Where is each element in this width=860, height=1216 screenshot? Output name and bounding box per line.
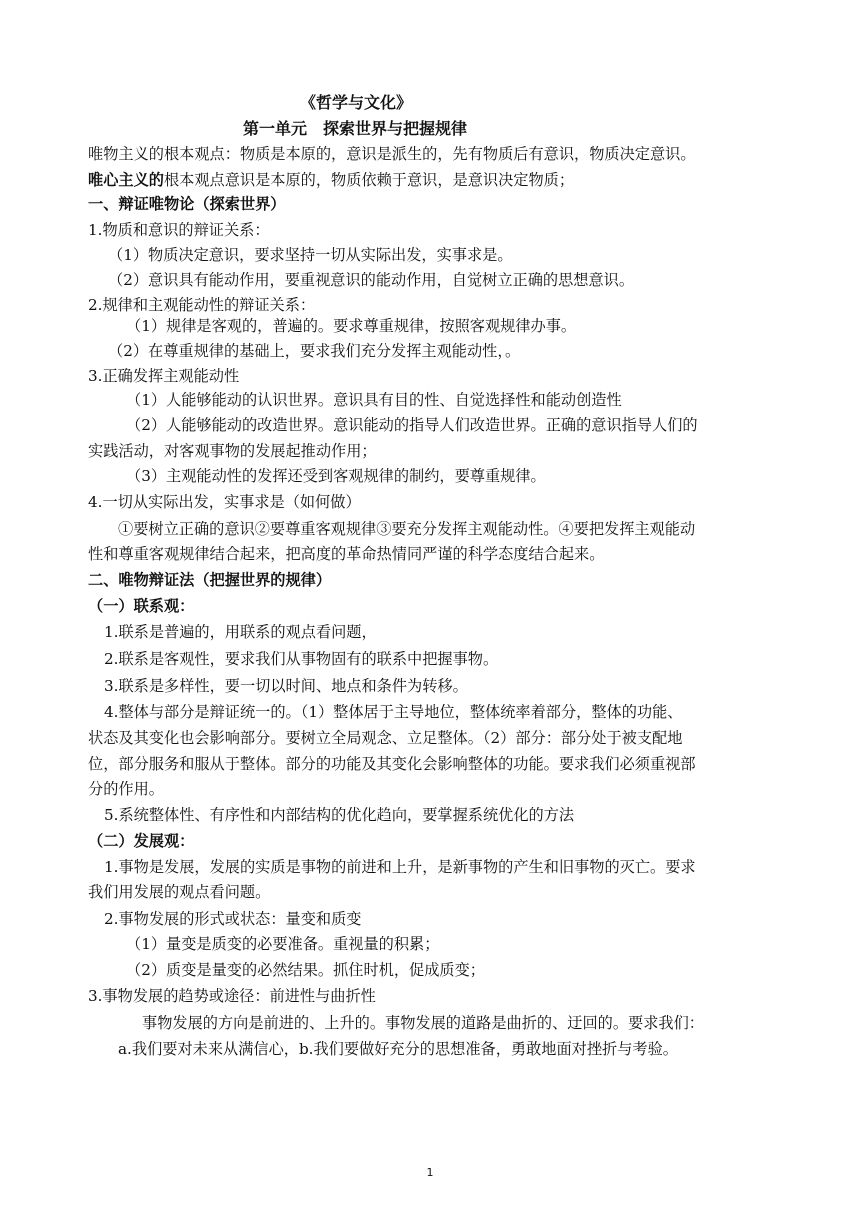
sub-point: （1）人能够能动的认识世界。意识具有目的性、自觉选择性和能动创造性 xyxy=(126,391,622,409)
point: 1.联系是普遍的，用联系的观点看问题， xyxy=(104,623,377,641)
paragraph: ①要树立正确的意识②要尊重客观规律③要充分发挥主观能动性。④要把发挥主观能动 xyxy=(118,520,696,538)
point-heading: 1.物质和意识的辩证关系： xyxy=(88,221,270,239)
subsection-heading: （二）发展观： xyxy=(88,832,195,850)
unit-title: 第一单元 探索世界与把握规律 xyxy=(243,119,468,138)
point-heading: 3.事物发展的趋势或途径：前进性与曲折性 xyxy=(88,987,376,1005)
sub-point: （2）质变是量变的必然结果。抓住时机，促成质变； xyxy=(126,961,485,979)
point: 2.联系是客观性，要求我们从事物固有的联系中把握事物。 xyxy=(104,650,499,668)
document-title: 《哲学与文化》 xyxy=(300,93,413,112)
subsection-heading: （一）联系观： xyxy=(88,597,195,615)
idealism-definition xyxy=(88,169,574,191)
point: 1.事物是发展，发展的实质是事物的前进和上升，是新事物的产生和旧事物的灭亡。要求 xyxy=(104,858,696,876)
point: 3.联系是多样性，要一切以时间、地点和条件为转移。 xyxy=(104,677,468,695)
point-heading: 3.正确发挥主观能动性 xyxy=(88,367,240,385)
materialism-definition: 唯物主义的根本观点：物质是本原的，意识是派生的，先有物质后有意识，物质决定意识。 xyxy=(88,145,696,163)
sub-point: （2）意识具有能动作用，要重视意识的能动作用，自觉树立正确的思想意识。 xyxy=(108,271,635,289)
section-heading: 一、辩证唯物论（探索世界） xyxy=(88,195,286,213)
idealism-term: 唯心主义的 xyxy=(88,171,164,189)
point-continued: 分的作用。 xyxy=(88,780,164,798)
sub-point-continued: 实践活动，对客观事物的发展起推动作用； xyxy=(88,442,377,460)
sub-point: （1）物质决定意识，要求坚持一切从实际出发，实事求是。 xyxy=(108,246,513,264)
paragraph-continued: 性和尊重客观规律结合起来，把高度的革命热情同严谨的科学态度结合起来。 xyxy=(88,545,605,563)
sub-point: （1）规律是客观的，普遍的。要求尊重规律，按照客观规律办事。 xyxy=(126,317,577,335)
point: 4.整体与部分是辩证统一的。（1）整体居于主导地位，整体统率着部分，整体的功能、 xyxy=(104,703,683,721)
section-heading: 二、唯物辩证法（把握世界的规律） xyxy=(88,571,331,589)
paragraph: 事物发展的方向是前进的、上升的。事物发展的道路是曲折的、迂回的。要求我们： xyxy=(142,1014,704,1032)
sub-point: （3）主观能动性的发挥还受到客观规律的制约，要尊重规律。 xyxy=(126,467,546,485)
sub-point: （1）量变是质变的必要准备。重视量的积累； xyxy=(126,935,440,953)
paragraph-continued: a.我们要对未来从满信心，b.我们要做好充分的思想准备，勇敢地面对挫折与考验。 xyxy=(118,1040,678,1058)
sub-point: （2）人能够能动的改造世界。意识能动的指导人们改造世界。正确的意识指导人们的 xyxy=(126,416,698,434)
idealism-text: 根本观点意识是本原的，物质依赖于意识，是意识决定物质； xyxy=(163,171,574,189)
point-continued: 位，部分服务和服从于整体。部分的功能及其变化会影响整体的功能。要求我们必须重视部 xyxy=(88,755,696,773)
point-continued: 状态及其变化也会影响部分。要树立全局观念、立足整体。（2）部分：部分处于被支配地 xyxy=(88,729,683,747)
point-heading: 2.规律和主观能动性的辩证关系： xyxy=(88,296,316,314)
point-heading: 4.一切从实际出发，实事求是（如何做） xyxy=(88,493,361,511)
sub-point: （2）在尊重规律的基础上，要求我们充分发挥主观能动性，。 xyxy=(108,342,521,360)
point-continued: 我们用发展的观点看问题。 xyxy=(88,883,271,901)
page-number: 1 xyxy=(426,1166,434,1179)
point: 5.系统整体性、有序性和内部结构的优化趋向，要掌握系统优化的方法 xyxy=(104,806,575,824)
point: 2.事物发展的形式或状态：量变和质变 xyxy=(104,910,362,928)
